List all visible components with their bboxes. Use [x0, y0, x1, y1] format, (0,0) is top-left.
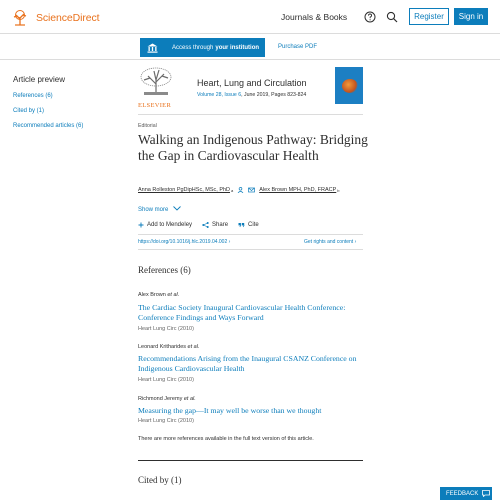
plus-icon — [138, 222, 144, 228]
divider — [138, 114, 363, 115]
divider — [138, 460, 363, 461]
person-icon[interactable] — [237, 187, 244, 193]
reference-authors — [138, 292, 179, 298]
author-link[interactable]: Anna Rolleston PgDipHSc, MSc, PhD — [138, 187, 231, 193]
article-title: Walking an Indigenous Pathway: Bridging the Gap in Cardiovascular Health — [138, 132, 368, 163]
author-link[interactable]: Alex Brown MPH, PhD, FRACP — [259, 187, 337, 193]
email-icon[interactable] — [248, 187, 255, 193]
purchase-pdf-link[interactable]: Purchase PDF — [278, 44, 318, 50]
access-institution-bold: your institution — [215, 44, 260, 51]
feedback-button[interactable] — [440, 487, 492, 500]
cited-by-heading: Cited by (1) — [138, 475, 182, 485]
divider — [138, 249, 363, 250]
divider — [138, 234, 363, 235]
show-more-button[interactable] — [138, 206, 181, 213]
sidebar-item-cited-by[interactable]: Cited by (1) — [13, 108, 45, 114]
affiliation-sup: a — [231, 187, 234, 193]
journals-books-link[interactable]: Journals & Books — [281, 12, 348, 22]
article-actions — [138, 222, 269, 228]
add-to-mendeley-button[interactable] — [138, 222, 192, 228]
ref-etal: et al. — [183, 396, 196, 402]
sciencedirect-logo[interactable] — [10, 9, 99, 26]
reference-title-link[interactable]: Recommendations Arising from the Inaugural CSANZ Conference on Indigenous Cardiovascular Health — [138, 354, 357, 373]
reference-source: Heart Lung Circ (2010) — [138, 418, 194, 424]
top-header — [0, 0, 500, 34]
ref-etal: et al. — [187, 344, 200, 350]
add-to-mendeley-label: Add to Mendeley — [147, 222, 193, 228]
reference-source: Heart Lung Circ (2010) — [138, 326, 194, 332]
date-pages: , June 2019, Pages 823-824 — [241, 92, 307, 98]
elsevier-tree-icon — [10, 9, 30, 26]
references-heading: References (6) — [138, 265, 191, 275]
ref-etal: et al. — [167, 292, 180, 298]
volume-issue-link[interactable]: Volume 28, Issue 6 — [197, 92, 242, 98]
share-button[interactable] — [202, 222, 228, 228]
access-institution-button[interactable] — [140, 38, 265, 57]
feedback-label: FEEDBACK — [446, 490, 479, 497]
more-references-note: There are more references available in the full text version of this article. — [138, 436, 314, 442]
elsevier-wordmark: ELSEVIER — [138, 102, 172, 109]
search-icon[interactable] — [386, 11, 398, 23]
ref-author-name: Richmond Jeremy — [138, 396, 183, 402]
logo-text: ScienceDirect — [36, 11, 100, 24]
share-label: Share — [212, 222, 229, 228]
author-list — [138, 187, 340, 193]
elsevier-tree-image — [138, 66, 174, 96]
help-icon[interactable] — [364, 11, 376, 23]
reference-authors — [138, 396, 196, 402]
reference-authors — [138, 344, 199, 350]
sidebar-item-recommended[interactable]: Recommended articles (6) — [13, 123, 84, 129]
cite-label: Cite — [248, 222, 259, 228]
doi-link[interactable] — [138, 239, 230, 245]
ref-author-name: Leonard Kritharides — [138, 344, 187, 350]
reference-source: Heart Lung Circ (2010) — [138, 377, 194, 383]
share-icon — [202, 222, 209, 228]
affiliation-sup: b — [337, 187, 340, 193]
chevron-right-icon: › — [354, 239, 357, 245]
register-button[interactable]: Register — [409, 8, 449, 25]
external-link-icon: › — [228, 239, 231, 245]
chat-bubble-icon — [482, 490, 490, 497]
access-prefix: Access through — [172, 44, 214, 51]
sidebar-item-references[interactable]: References (6) — [13, 93, 53, 99]
chevron-down-icon — [173, 206, 181, 211]
quote-icon — [238, 222, 245, 228]
show-more-label: Show more — [138, 207, 169, 213]
institution-icon — [147, 43, 158, 53]
journal-meta — [197, 92, 306, 98]
journal-cover-image[interactable] — [335, 67, 363, 104]
elsevier-logo[interactable] — [138, 66, 174, 109]
sign-in-button[interactable]: Sign in — [454, 8, 488, 25]
article-type: Editorial — [138, 123, 157, 129]
rights-text: Get rights and content — [304, 239, 354, 245]
journal-title[interactable]: Heart, Lung and Circulation — [197, 78, 307, 88]
ref-author-name: Alex Brown — [138, 292, 166, 298]
sidebar-title: Article preview — [13, 75, 66, 84]
rights-content-link[interactable] — [304, 239, 356, 245]
cite-button[interactable] — [238, 222, 259, 228]
doi-text: https://doi.org/10.1016/j.hlc.2019.04.002 — [138, 239, 228, 245]
reference-title-link[interactable]: Measuring the gap—It may well be worse than we thought — [138, 406, 322, 415]
reference-title-link[interactable]: The Cardiac Society Inaugural Cardiovascular Health Conference: Conference Findings and Ways Forward — [138, 303, 346, 322]
